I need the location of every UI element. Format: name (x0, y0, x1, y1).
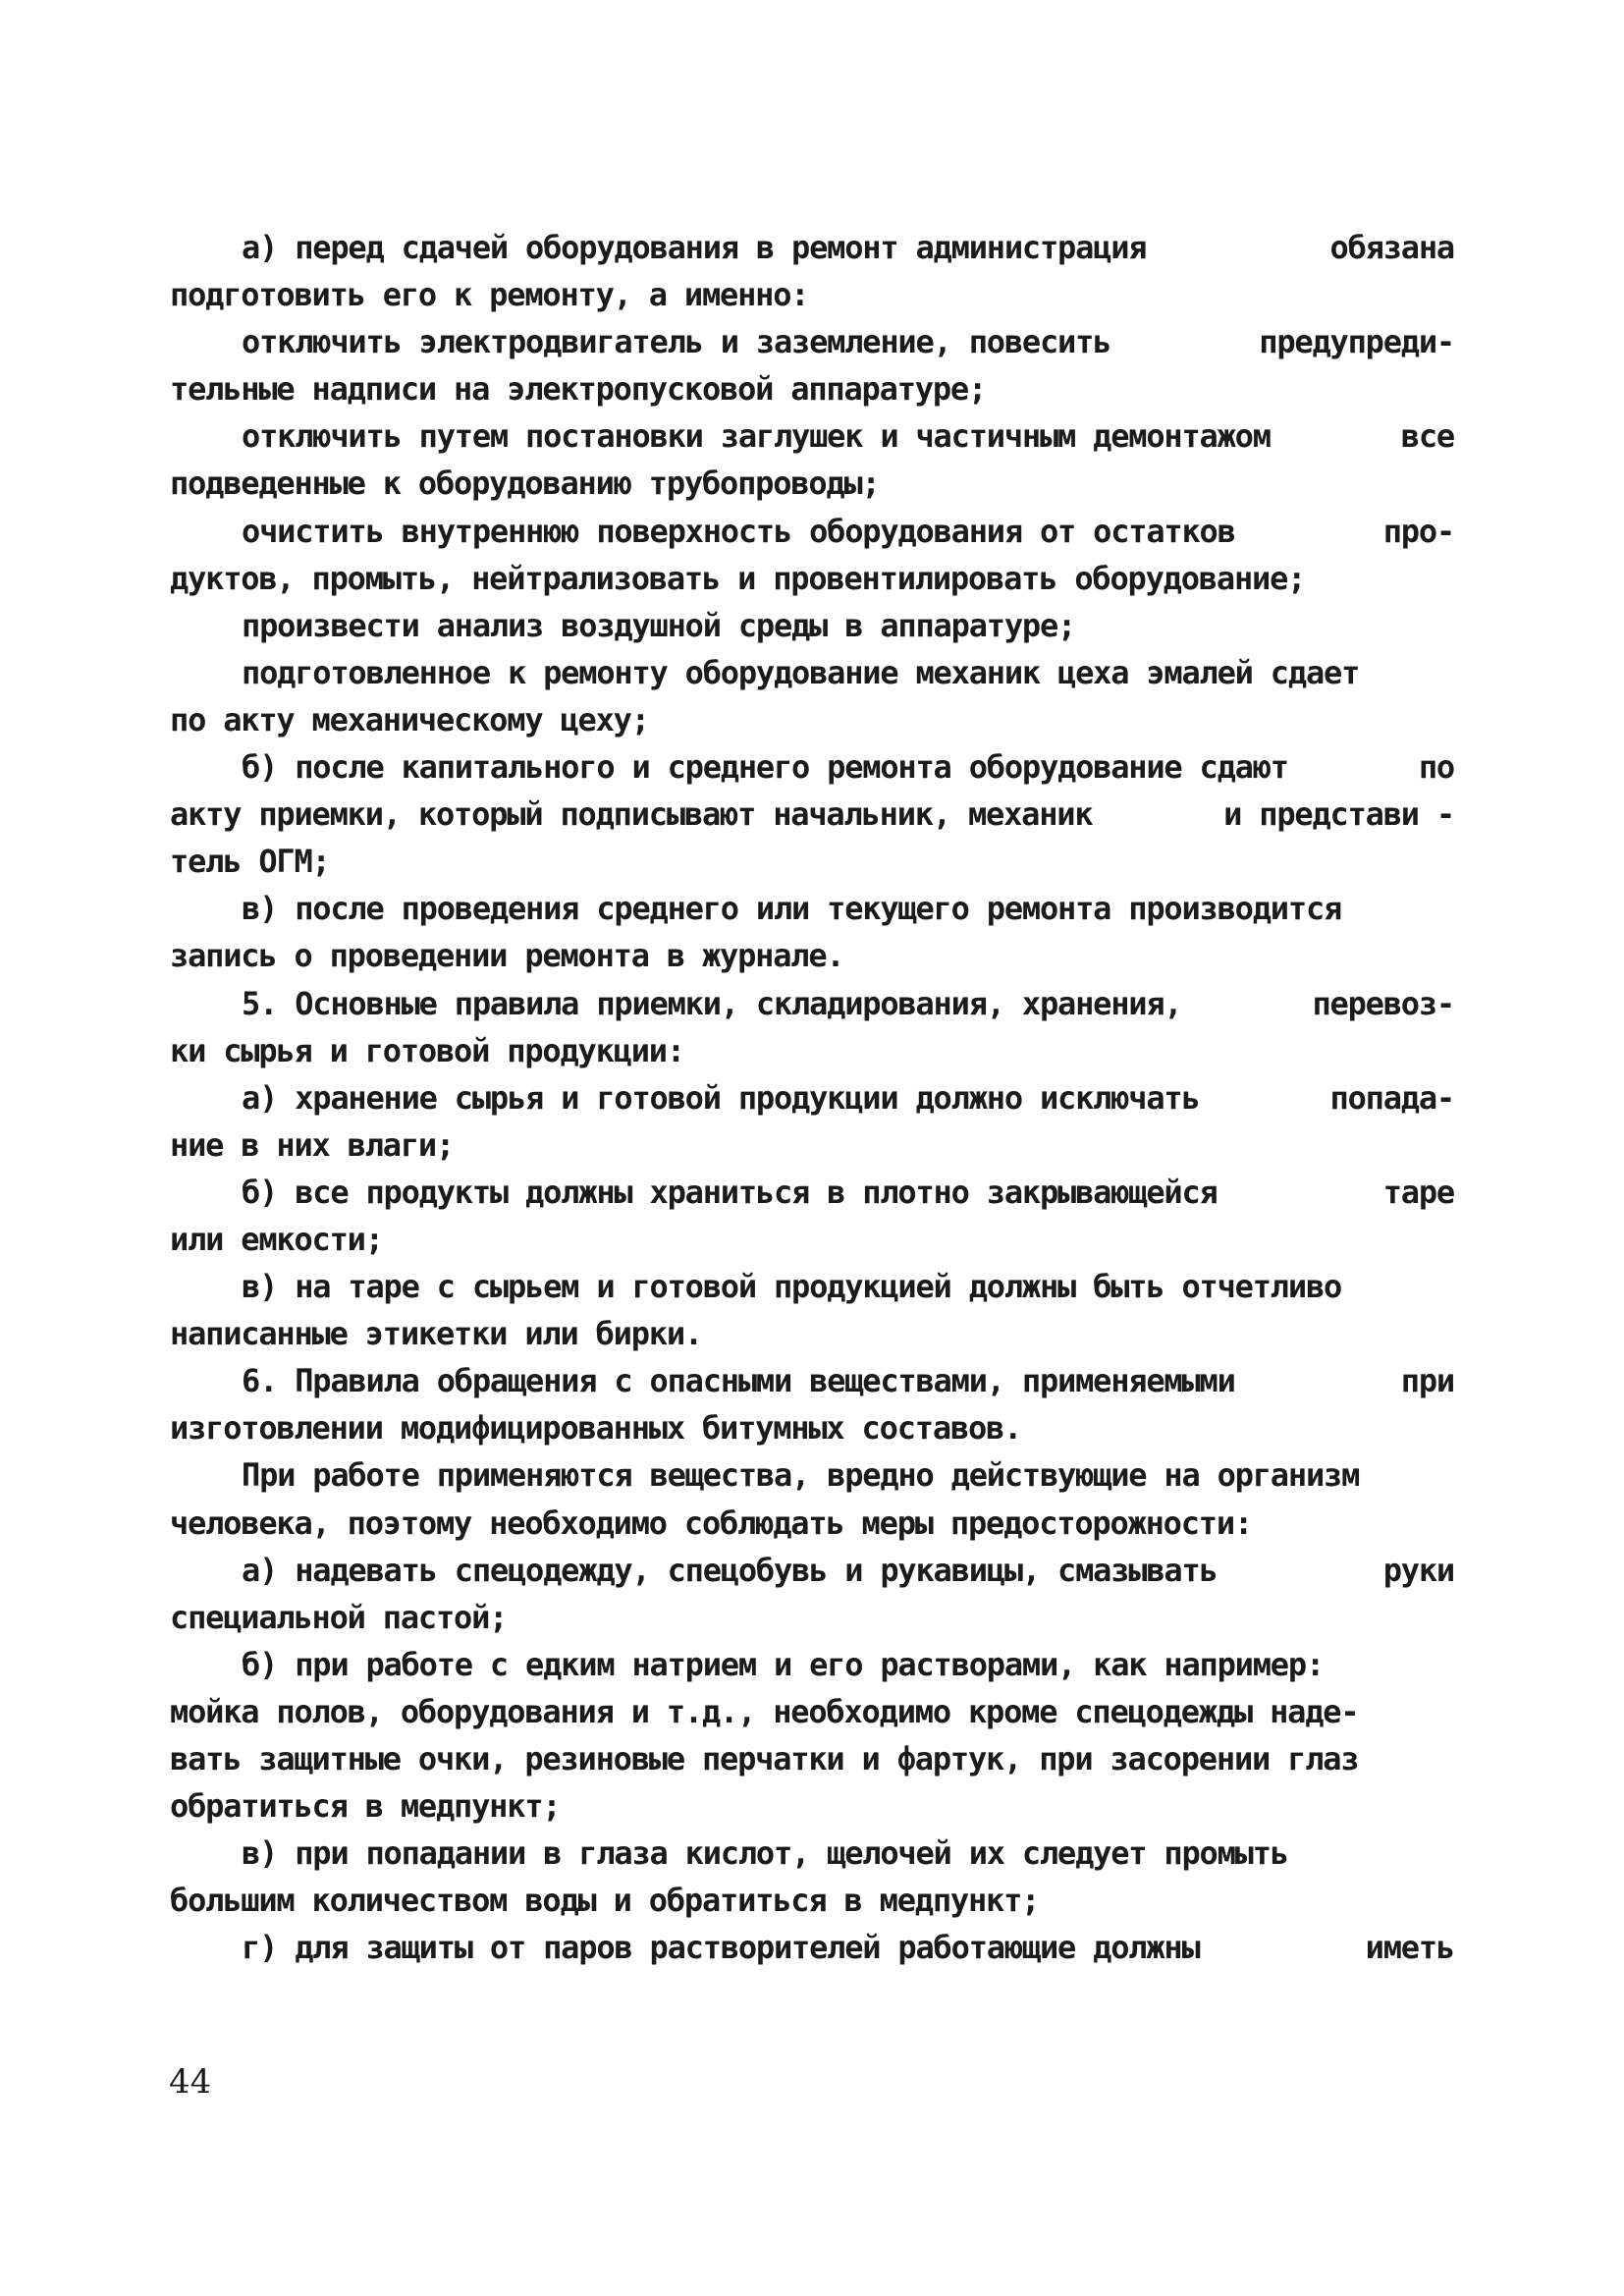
text-line (170, 743, 1454, 791)
text-line (170, 1451, 1454, 1499)
text-segment: предупреди- (1259, 323, 1454, 361)
text-segment: обратиться в медпункт; (170, 1787, 561, 1826)
text-line (170, 1216, 1454, 1263)
text-segment: подготовить его к ремонту, а именно: (170, 276, 809, 314)
text-line (170, 1074, 1454, 1121)
text-line (170, 1310, 1454, 1357)
text-line (170, 365, 1454, 412)
text-line (170, 1027, 1454, 1074)
text-line (170, 1547, 1454, 1594)
text-segment: ки сырья и готовой продукции: (170, 1031, 684, 1069)
text-segment: в) при попадании в глаза кислот, щелочей их следует промыть (242, 1834, 1288, 1873)
text-segment: очистить внутреннюю поверхность оборудования от остатков (242, 512, 1235, 550)
text-segment: при (1400, 1362, 1454, 1400)
text-segment: дуктов, промыть, нейтрализовать и провентилировать оборудование; (170, 559, 1306, 597)
text-line (170, 271, 1454, 318)
text-segment: человека, поэтому необходимо соблюдать меры предосторожности: (170, 1503, 1253, 1542)
text-line (170, 460, 1454, 507)
text-line (170, 602, 1454, 649)
text-segment: а) хранение сырья и готовой продукции должно исключать (242, 1078, 1200, 1117)
text-line (170, 932, 1454, 979)
text-line (170, 980, 1454, 1027)
text-line (170, 1924, 1454, 1971)
text-segment: по акту механическому цеху; (170, 700, 649, 738)
text-segment: в) на таре с сырьем и готовой продукцией должны быть отчетливо (242, 1268, 1342, 1306)
text-segment: про- (1382, 512, 1454, 550)
text-segment: мойка полов, оборудования и т.д., необходимо кроме спецодежды наде- (170, 1692, 1359, 1730)
text-line (170, 1877, 1454, 1924)
text-segment: написанные этикетки или бирки. (170, 1315, 702, 1353)
text-segment: а) перед сдачей оборудования в ремонт администрация (242, 229, 1147, 266)
text-segment: большим количеством воды и обратиться в медпункт; (170, 1882, 1040, 1920)
text-line (170, 1169, 1454, 1216)
text-segment: иметь (1365, 1929, 1454, 1967)
text-segment: 6. Правила обращения с опасными веществами, применяемыми (242, 1362, 1235, 1400)
text-segment: попада- (1329, 1078, 1454, 1117)
text-line (170, 791, 1454, 838)
text-line (170, 1404, 1454, 1451)
text-line (170, 318, 1454, 365)
text-segment: перевоз- (1312, 984, 1454, 1022)
text-segment: в) после проведения среднего или текущего ремонта производится (242, 890, 1342, 928)
text-line (170, 649, 1454, 696)
text-segment: подведенные к оборудованию трубопроводы; (170, 465, 880, 503)
text-line (170, 1263, 1454, 1310)
page-number: 44 (169, 2062, 212, 2102)
text-line (170, 1500, 1454, 1547)
text-segment: При работе применяются вещества, вредно действующие на организм (242, 1456, 1360, 1495)
text-line (170, 508, 1454, 555)
text-segment: б) при работе с едким натрием и его растворами, как например: (242, 1645, 1325, 1683)
text-line (170, 1594, 1454, 1641)
text-block (170, 224, 1454, 1971)
text-segment: г) для защиты от паров растворителей работающие должны (242, 1929, 1200, 1967)
text-line (170, 555, 1454, 602)
text-segment: таре (1382, 1173, 1454, 1211)
text-segment: руки (1382, 1551, 1454, 1589)
text-line (170, 1735, 1454, 1782)
text-line (170, 412, 1454, 460)
text-segment: ние в них влаги; (170, 1125, 455, 1164)
text-line (170, 1357, 1454, 1404)
text-segment: отключить электродвигатель и заземление, повесить (242, 323, 1111, 361)
text-segment: а) надевать спецодежду, спецобувь и рукавицы, смазывать (242, 1551, 1218, 1589)
text-segment: произвести анализ воздушной среды в аппаратуре; (242, 606, 1076, 644)
text-segment: по (1418, 748, 1454, 787)
text-segment: специальной пастой; (170, 1598, 508, 1636)
text-segment: отключить путем постановки заглушек и частичным демонтажом (242, 417, 1271, 456)
text-segment: подготовленное к ремонту оборудование механик цеха эмалей сдает (242, 653, 1360, 691)
text-line (170, 224, 1454, 271)
text-segment: тельные надписи на электропусковой аппаратуре; (170, 370, 987, 409)
text-segment: акту приемки, который подписывают начальник, механик (170, 795, 1093, 834)
text-line (170, 885, 1454, 932)
text-segment: 5. Основные правила приемки, складирования, хранения, (242, 984, 1182, 1022)
text-line (170, 1641, 1454, 1688)
text-segment: изготовлении модифицированных битумных составов. (170, 1409, 1022, 1448)
text-line (170, 1782, 1454, 1830)
text-segment: б) после капитального и среднего ремонта оборудование сдают (242, 748, 1288, 787)
text-segment: запись о проведении ремонта в журнале. (170, 937, 844, 975)
text-line (170, 838, 1454, 885)
text-segment: б) все продукты должны храниться в плотно закрывающейся (242, 1173, 1218, 1211)
text-segment: и представи - (1223, 795, 1454, 834)
text-segment: или емкости; (170, 1220, 383, 1258)
text-line (170, 1121, 1454, 1169)
text-segment: все (1400, 417, 1454, 456)
text-segment: вать защитные очки, резиновые перчатки и фартук, при засорении глаз (170, 1740, 1359, 1777)
text-line (170, 696, 1454, 743)
text-segment: тель ОГМ; (170, 843, 330, 881)
text-segment: обязана (1329, 229, 1454, 266)
text-line (170, 1830, 1454, 1877)
text-line (170, 1688, 1454, 1735)
